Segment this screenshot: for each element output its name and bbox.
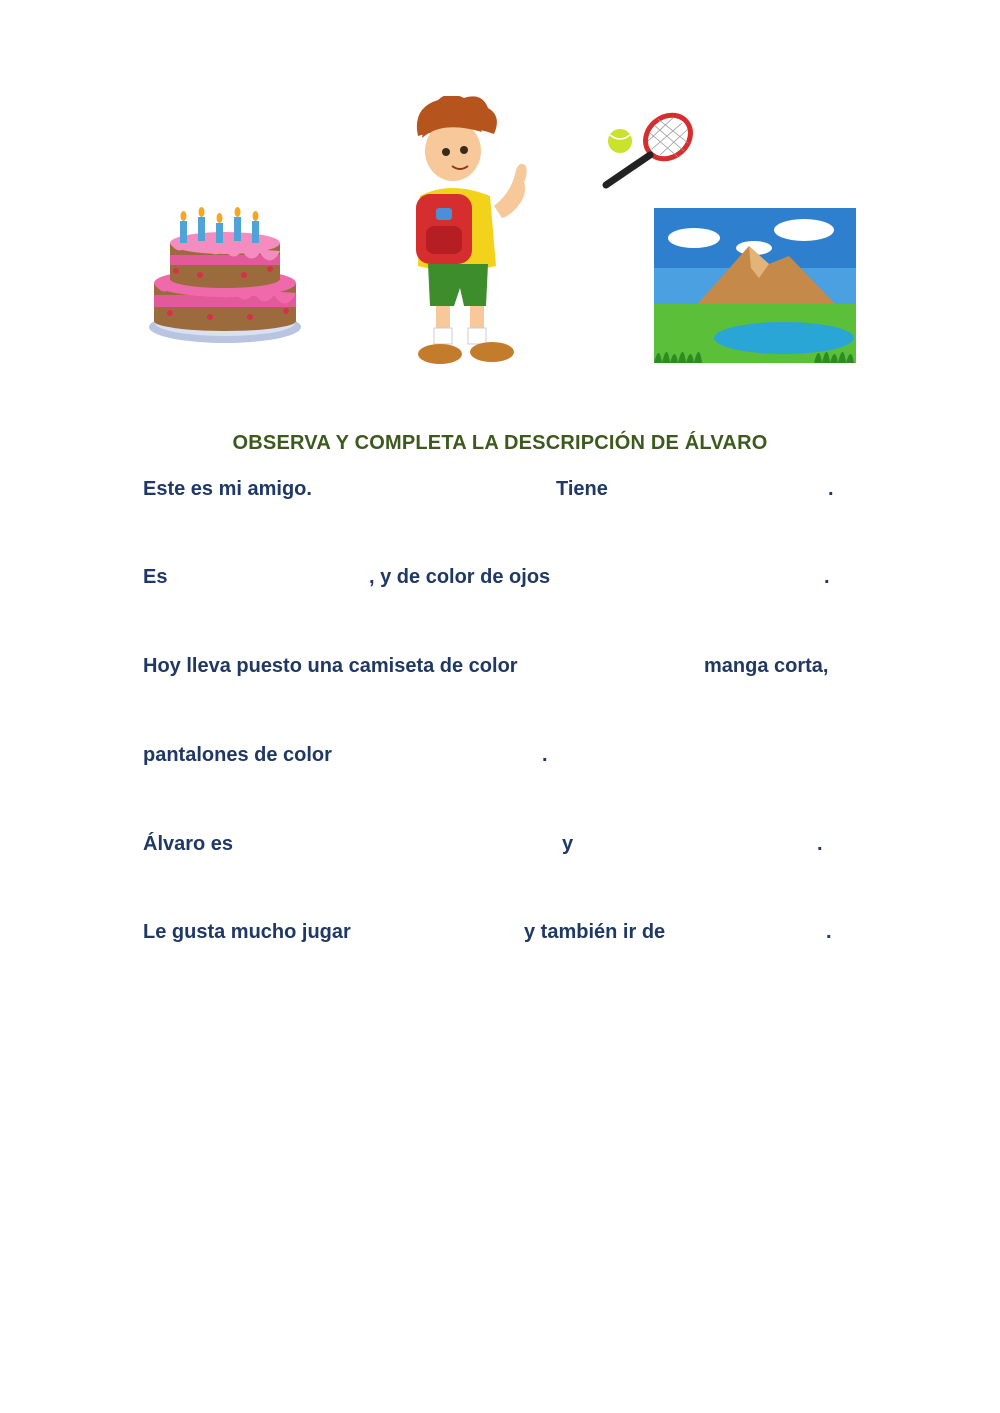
line-1-blank-2[interactable] — [620, 478, 820, 504]
line-1-middle: Tiene — [556, 478, 608, 500]
line-5-end: . — [817, 833, 823, 855]
line-4-end: . — [542, 744, 548, 766]
line-1-blank-1[interactable] — [320, 478, 545, 504]
line-2-middle: , y de color de ojos — [369, 566, 551, 588]
line-1-start: Este es mi amigo. — [143, 478, 312, 500]
landscape-image — [654, 208, 856, 363]
line-4-blank-1[interactable] — [345, 744, 535, 770]
tennis-racket-image — [598, 105, 700, 193]
line-2-end: . — [824, 566, 830, 588]
line-3-end: manga corta, — [704, 655, 829, 677]
line-5-blank-2[interactable] — [585, 833, 810, 859]
line-5-start: Álvaro es — [143, 833, 234, 855]
line-2-start: Es — [143, 566, 168, 588]
line-1-end: . — [828, 478, 834, 500]
line-6-blank-2[interactable] — [682, 921, 820, 947]
line-3-blank-1[interactable] — [532, 655, 697, 681]
line-5-middle: y — [562, 833, 574, 855]
line-4-start: pantalones de color — [143, 744, 332, 766]
line-6-end: . — [826, 921, 832, 943]
line-5-blank-1[interactable] — [242, 833, 552, 859]
line-6-blank-1[interactable] — [358, 921, 516, 947]
worksheet-title: OBSERVA Y COMPLETA LA DESCRIPCIÓN DE ÁLVARO — [232, 432, 768, 454]
cake-image — [140, 205, 310, 355]
line-2-blank-2[interactable] — [562, 566, 817, 592]
line-3-start: Hoy lleva puesto una camiseta de color — [143, 655, 518, 677]
boy-image — [398, 96, 533, 371]
line-2-blank-1[interactable] — [172, 566, 362, 592]
line-6-start: Le gusta mucho jugar — [143, 921, 351, 943]
line-6-middle: y también ir de — [524, 921, 666, 943]
